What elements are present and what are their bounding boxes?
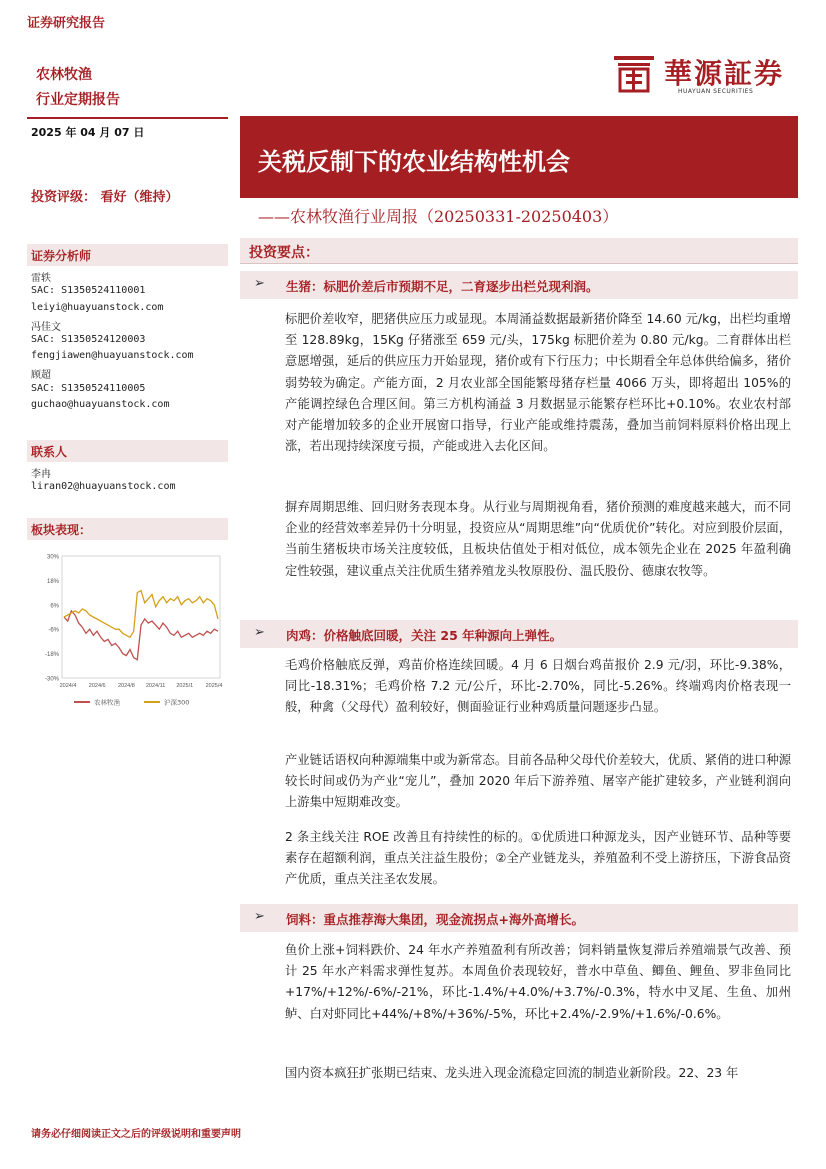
y-tick-label: 18% [46,578,59,585]
performance-chart [30,550,228,720]
disclaimer-footer: 请务必仔细阅读正文之后的评级说明和重要声明 [31,1129,241,1140]
x-tick-label: 2024/11 [145,683,166,689]
x-tick-label: 2024/8 [117,683,135,689]
y-tick-label: 6% [50,603,59,610]
report-title: 关税反制下的农业结构性机会 [258,147,570,176]
analyst-line: SAC: S1350524110001 [31,285,146,296]
analysts-heading [27,244,228,266]
y-tick-label: -18% [44,652,59,659]
report-category: 行业定期报告 [36,92,120,108]
y-tick-label: -30% [44,676,59,683]
performance-heading [27,518,228,540]
x-tick-label: 2025/4 [205,683,223,689]
industry-category: 农林牧渔 [36,67,92,83]
performance-chart-svg [30,550,228,720]
title-banner [240,116,798,198]
bullet-arrow-icon: ➢ [254,276,265,291]
logo-mark-icon [612,52,656,96]
x-tick-label: 2024/4 [59,683,77,689]
x-tick-label: 2024/6 [88,683,106,689]
analyst-line: 雷轶 [31,273,51,284]
report-type-label: 证券研究报告 [27,16,106,31]
contact-heading [27,440,228,462]
key-points-label: 投资要点： [249,245,319,261]
analyst-line: 冯佳文 [31,322,61,333]
paragraph: 毛鸡价格触底反弹，鸡苗价格连续回暖。4 月 6 日烟台鸡苗报价 2.9 元/羽，环比-9.38%，同比-18.31%；毛鸡价格 7.2 元/公斤，环比-2.70%，同比-5.26%。终端鸡肉价格表现一般，种禽（父母代）盈利较好，侧面验证行业种鸡质量问题逐步凸显。 [285,658,791,715]
y-tick-label: 30% [46,554,59,561]
legend-label: 沪深300 [164,698,190,707]
paragraph: 产业链话语权向种源端集中或为新常态。目前各品种父母代价差较大，优质、紧俏的进口种源较长时间或仍为产业“宠儿”，叠加 2020 年后下游养殖、屠宰产能扩建较多，产业链利润向上游集中短期难改变。 [285,753,791,810]
analyst-line: SAC: S1350524110005 [31,383,146,394]
analyst-email[interactable]: guchao@huayuanstock.com [31,399,170,410]
analyst-line: SAC: S1350524120003 [31,334,146,345]
investment-rating: 投资评级： 看好（维持） [31,190,179,205]
paragraph: 2 条主线关注 ROE 改善且有持续性的标的。①优质进口种源龙头，因产业链环节、品种等要素存在超额利润，重点关注益生股份；②全产业链龙头，养殖盈利不受上游挤压，下游食品资产优质，重点关注圣农发展。 [285,830,791,887]
contact-email[interactable]: liran02@huayuanstock.com [31,481,176,492]
series-line-农林牧渔 [64,611,218,660]
paragraph: 国内资本疯狂扩张期已结束、龙头进入现金流稳定回流的制造业新阶段。22、23 年 [285,1066,739,1080]
section-heading-text: 饲料：重点推荐海大集团，现金流拐点+海外高增长。 [286,912,584,927]
legend-label: 农林牧渔 [94,698,120,707]
bullet-arrow-icon: ➢ [254,625,265,640]
section-heading-text: 生猪：标肥价差后市预期不足，二育逐步出栏兑现利润。 [286,279,599,294]
section-heading-hog [240,271,798,299]
analyst-line: 顾超 [31,370,51,381]
bullet-arrow-icon: ➢ [254,909,265,924]
report-date: 2025 年 04 月 07 日 [31,126,145,139]
paragraph: 鱼价上涨+饲料跌价、24 年水产养殖盈利有所改善；饲料销量恢复滞后养殖端景气改善、预计 25 年水产料需求弹性复苏。本周鱼价表现较好，普水中草鱼、鲫鱼、鲤鱼、罗非鱼同比+17%/+12%/-6%/-21%，环比-1.4%/+4.0%/+3.7%/-0.3%，特水中叉尾、生鱼、加州鲈、白对虾同比+44%/+8%/+36%/-5%，环比+2.4%/-2.9%/+1.6%/-0.6%。 [285,943,791,1021]
key-points-header [240,238,798,264]
analyst-email[interactable]: fengjiawen@huayuanstock.com [31,350,194,361]
performance-heading-text: 板块表现： [31,523,92,537]
contact-heading-text: 联系人 [31,445,68,459]
report-subtitle: ——农林牧渔行业周报（20250331-20250403） [258,207,619,226]
chart-plot-frame [62,556,220,678]
logo-english: HUAYUAN SECURITIES [678,88,754,95]
analyst-email[interactable]: leiyi@huayuanstock.com [31,302,164,313]
analysts-heading-text: 证券分析师 [31,249,92,263]
paragraph: 标肥价差收窄，肥猪供应压力或显现。本周涌益数据最新猪价降至 14.60 元/kg，出栏均重增至 128.89kg，15Kg 仔猪涨至 659 元/头，175kg 标肥价差为 0.80 元/kg。二育群体出栏意愿增强，延后的供应压力开始显现，猪价或有下行压力；中长期看全年总体供给偏多，猪价弱势较为确定。产能方面，2 月农业部全国能繁母猪存栏量 4066 万头，即将超出 105%的产能调控绿色合理区间。第三方机构涌益 3 月数据显示能繁存栏环比+0.10%。农业农村部对产能增加较多的企业开展窗口指导，行业产能或维持震荡，叠加当前饲料原料价格出现上涨，若出现持续深度亏损，产能或进入去化区间。 [285,312,791,454]
contact-line: 李冉 [31,469,51,480]
section-heading-text: 肉鸡：价格触底回暖，关注 25 年种源向上弹性。 [286,628,563,643]
x-tick-label: 2025/1 [176,683,194,689]
paragraph: 摒弃周期思维、回归财务表现本身。从行业与周期视角看，猪价预测的难度越来越大，而不同企业的经营效率差异仍十分明显，投资应从“周期思维”向“优质优价”转化。对应到股价层面，当前生猪板块市场关注度较低，且板块估值处于相对低位，成本领先企业在 2025 年盈利确定性较强，建议重点关注优质生猪养殖龙头牧原股份、温氏股份、德康农牧等。 [285,500,791,578]
section-heading-feed [240,904,798,932]
divider [27,117,228,119]
company-logo [612,52,792,100]
logo-name: 華源証券 [664,57,785,90]
section-heading-broiler [240,620,798,648]
y-tick-label: -6% [48,627,59,634]
